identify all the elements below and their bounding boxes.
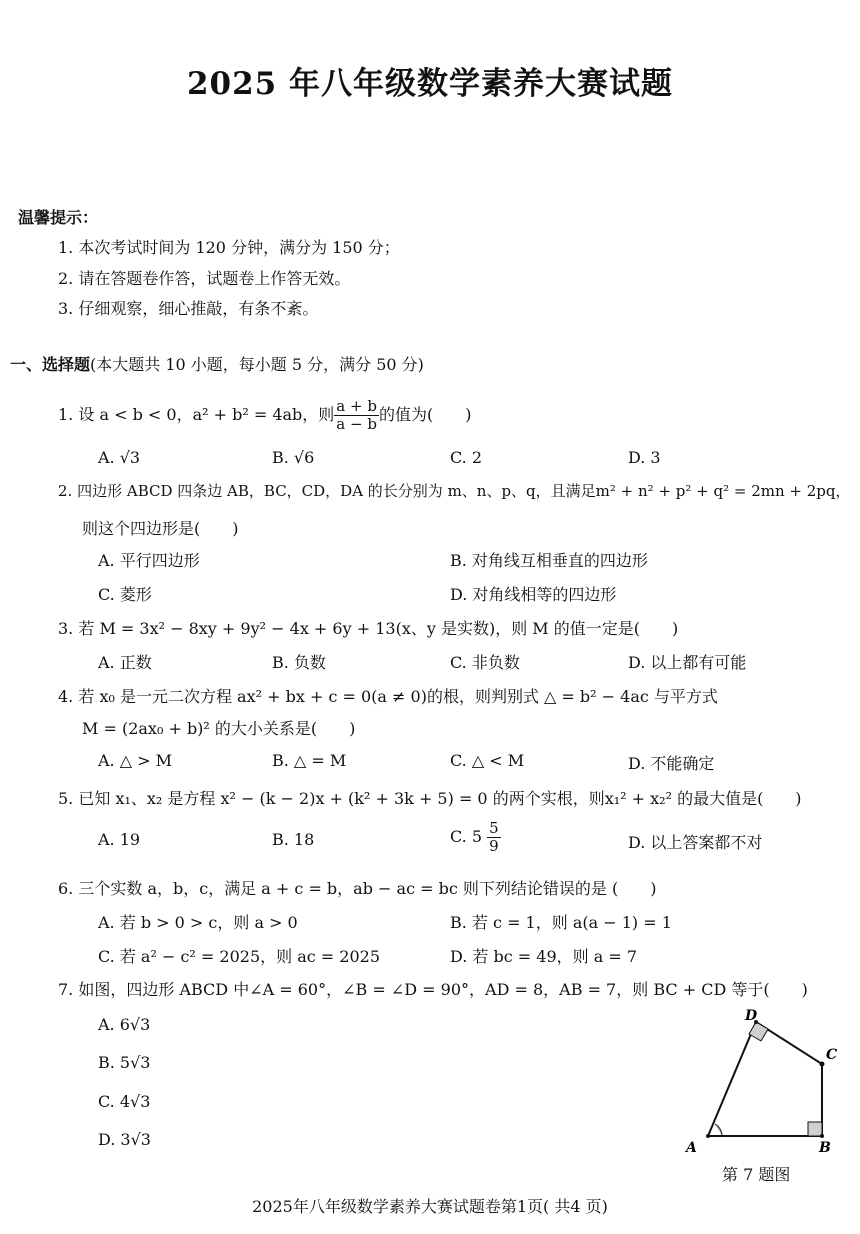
option-c: C. 2 <box>450 448 483 467</box>
option-b: B. 若 c = 1，则 a(a − 1) = 1 <box>450 913 672 932</box>
tip-item: 1. 本次考试时间为 120 分钟，满分为 150 分； <box>58 238 400 257</box>
question-stem-line2: 则这个四边形是( ) <box>82 519 239 538</box>
tips-heading: 温馨提示： <box>18 208 99 227</box>
question-stem-end: 的值为( ) <box>378 405 472 424</box>
question-6 <box>58 876 656 899</box>
question-number: 3. <box>58 619 74 638</box>
option-c: C. 4√3 <box>98 1092 151 1111</box>
option-label: C. 5 <box>450 827 483 846</box>
question-number: 1. <box>58 405 74 424</box>
question-number: 5. <box>58 789 74 808</box>
option-a: A. 平行四边形 <box>98 551 200 570</box>
quadrilateral-figure <box>676 1004 848 1156</box>
point-a <box>706 1134 710 1138</box>
option-c: C. 非负数 <box>450 653 520 672</box>
question-number: 4. <box>58 687 74 706</box>
section-title: 一、选择题 <box>10 355 91 374</box>
option-b: B. 18 <box>272 830 315 849</box>
option-d: D. 3√3 <box>98 1130 151 1149</box>
fraction-numerator: a + b <box>336 397 377 415</box>
option-b: B. △ = M <box>272 751 347 770</box>
option-d: D. 若 bc = 49，则 a = 7 <box>450 947 638 966</box>
option-c: C. △ < M <box>450 751 525 770</box>
question-stem: 若 M = 3x² − 8xy + 9y² − 4x + 6y + 13(x、y 是实数)，则 M 的值一定是( ) <box>78 619 679 638</box>
page-title: 2025 年八年级数学素养大赛试题 <box>186 66 674 102</box>
fraction <box>334 398 379 433</box>
option-c: C. 菱形 <box>98 585 152 604</box>
angle-a-marker <box>715 1124 722 1136</box>
label-b: B <box>819 1140 831 1156</box>
section-heading <box>10 352 424 375</box>
option-a: A. √3 <box>98 448 141 467</box>
label-c: C <box>826 1047 838 1063</box>
right-angle-d-marker <box>749 1022 768 1041</box>
question-number: 7. <box>58 980 74 999</box>
option-b: B. 负数 <box>272 653 326 672</box>
question-5 <box>58 786 802 809</box>
option-c <box>450 820 501 855</box>
option-b: B. 对角线互相垂直的四边形 <box>450 551 648 570</box>
fraction-denominator: a − b <box>336 415 377 433</box>
label-a: A <box>686 1140 697 1156</box>
option-d: D. 3 <box>628 448 661 467</box>
fraction-denominator: 9 <box>489 837 499 855</box>
point-c <box>820 1062 825 1067</box>
question-stem-line2: M = (2ax₀ + b)² 的大小关系是( ) <box>82 719 356 738</box>
question-1 <box>58 398 471 433</box>
mixed-fraction <box>487 820 501 855</box>
question-stem: 四边形 ABCD 四条边 AB，BC，CD，DA 的长分别为 m、n、p、q，且满足m² + n² + p² + q² = 2mn + 2pq， <box>77 482 851 500</box>
section-note: (本大题共 10 小题，每小题 5 分，满分 50 分) <box>90 355 424 374</box>
question-number: 6. <box>58 879 74 898</box>
question-stem: 三个实数 a，b，c，满足 a + c = b，ab − ac = bc 则下列结论错误的是 ( ) <box>78 879 657 898</box>
option-d: D. 以上都有可能 <box>628 653 747 672</box>
right-angle-b-marker <box>808 1122 822 1136</box>
question-stem: 如图，四边形 ABCD 中∠A = 60°，∠B = ∠D = 90°，AD = 8，AB = 7，则 BC + CD 等于( ) <box>78 980 808 999</box>
option-a: A. 19 <box>98 830 141 849</box>
question-stem: 设 a < b < 0，a² + b² = 4ab，则 <box>78 405 335 424</box>
fraction-numerator: 5 <box>489 819 499 837</box>
question-7 <box>58 977 808 1000</box>
option-d: D. 不能确定 <box>628 754 715 773</box>
option-d: D. 对角线相等的四边形 <box>450 585 617 604</box>
option-a: A. △ > M <box>98 751 172 770</box>
option-a: A. 6√3 <box>98 1015 151 1034</box>
question-stem: 若 x₀ 是一元二次方程 ax² + bx + c = 0(a ≠ 0)的根，则判别式 △ = b² − 4ac 与平方式 <box>78 687 718 706</box>
question-stem: 已知 x₁、x₂ 是方程 x² − (k − 2)x + (k² + 3k + 5) = 0 的两个实根，则x₁² + x₂² 的最大值是( ) <box>78 789 802 808</box>
option-a: A. 正数 <box>98 653 152 672</box>
option-b: B. 5√3 <box>98 1053 151 1072</box>
option-a: A. 若 b > 0 > c，则 a > 0 <box>98 913 298 932</box>
question-4 <box>58 684 718 707</box>
page-footer: 2025年八年级数学素养大赛试题卷第1页( 共4 页) <box>252 1197 608 1216</box>
figure-caption: 第 7 题图 <box>722 1165 791 1184</box>
label-d: D <box>745 1008 758 1024</box>
tip-item: 3. 仔细观察，细心推敲，有条不紊。 <box>58 299 319 318</box>
option-d: D. 以上答案都不对 <box>628 833 763 852</box>
tip-item: 2. 请在答题卷作答，试题卷上作答无效。 <box>58 269 351 288</box>
question-number: 2. <box>58 482 73 500</box>
option-c: C. 若 a² − c² = 2025，则 ac = 2025 <box>98 947 381 966</box>
question-3 <box>58 616 678 639</box>
figure-svg <box>676 1004 848 1156</box>
question-2 <box>58 480 851 501</box>
option-b: B. √6 <box>272 448 315 467</box>
quadrilateral-outline <box>708 1022 822 1136</box>
point-b <box>820 1134 824 1138</box>
